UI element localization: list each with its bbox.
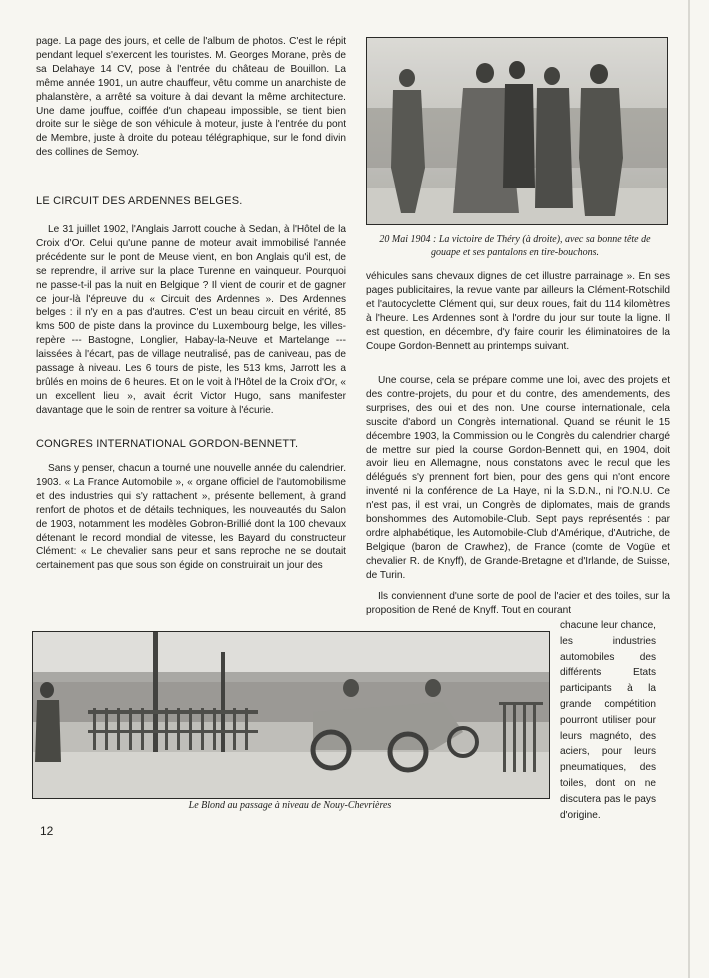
photo-le-blond-crossing — [32, 631, 550, 799]
photo-thery-victory-image — [367, 38, 667, 224]
heading-circuit-ardennes: LE CIRCUIT DES ARDENNES BELGES. — [36, 195, 243, 207]
right-paragraph-2: Une course, cela se prépare comme une loi, avec des projets et des contre-projets, du pour et du contre, des amendements, des surprises, des oui et des non. Une course internationale, cela suscite d'abord un Congrès international. Quand se réunit le 15 décembre 1903, la Commission ou le Congrès du calendrier chargé de mettre sur pied la course Gordon-Bennett qui, en 1904, doit avoir lieu en Allemagne, nous constatons avec le recul que les délégués s'y prennent fort bien, pour des gens qui n'ont encore inventé ni la conférence de La Haye, ni la S.D.N., ni l'O.N.U. Ce n'est pas, il est vrai, un Congrès de diplomates, mais de grands bonshommes des Automobile-Club. Sept pays représentés : par ordre alphabétique, les Automobile-Club d'Amérique, d'Autriche, de Belgique (baron de Crawhez), de France (comte de Vogüe et chevalier R. de Knyff), de Grande-Bretagne et d'Irlande, de Suisse, de Turin. — [366, 375, 670, 581]
page-number: 12 — [40, 824, 54, 838]
caption-le-blond-photo: Le Blond au passage à niveau de Nouy-Chevrières — [188, 800, 392, 811]
caption-thery-photo: 20 Mai 1904 : La victoire de Théry (à droite), avec sa bonne tête de gouape et ses pantalons en tire-bouchons. — [379, 234, 651, 258]
circuit-paragraph: Le 31 juillet 1902, l'Anglais Jarrott couche à Sedan, à l'Hôtel de la Croix d'Or. Celui qu'une panne de moteur avait immobilisé l'année précédente sur le pont de Meuse vient, en bon Anglais qu'il est, de se reprendre, il arrive sur la place Turenne en vainqueur. Pourquoi ne passe-t-il pas la nuit en Belgique ? Il vient de courir et de gagner ce jour-là l'épreuve du « Circuit des Ardennes ». Des Ardennes belges : il n'y en a pas d'autres. C'est un beau circuit en vérité, 85 kms 500 de piste dans la province du Luxembourg belge, les villes-repère --- Bastogne, Longlier, Habay-la-Neuve et Martelange --- laissées à l'écart, pas de village neutralisé, pas de caniveau, pas de passage à niveau. Les 6 tours de piste, les 513 kms, Jarrott les a brûlés en moins de 6 heures. Et on le voit à l'Hôtel de la Croix d'Or, « un excellent lieu », avait écrit Victor Hugo, sans manifester davantage que le soin de rentrer sa voiture à l'écurie. — [36, 224, 346, 416]
scan-mark — [688, 0, 690, 978]
heading-congres-gordon-bennett: CONGRES INTERNATIONAL GORDON-BENNETT. — [36, 438, 299, 450]
photo-thery-victory — [366, 37, 668, 225]
right-narrow-paragraph: chacune leur chance, les industries automobiles des différents Etats participants à la grande compétition pourront utiliser pour leurs magnéto, des aciers, pour leurs pneumatiques, des toiles, dont on ne discutera pas le pays d'origine. — [560, 620, 656, 821]
intro-paragraph: page. La page des jours, et celle de l'album de photos. C'est le répit pendant lequel s'exercent les touristes. M. Georges Morane, près de sa Delahaye 14 CV, pose à l'entrée du château de Bouillon. La même année 1901, un autre chauffeur, vêtu comme un anarchiste de phalanstère, a arrêté sa voiture à dai devant la même architecture. Une dame jouffue, coiffée d'un chapeau impossible, se tient bien droite sur le siège de son véhicule à moteur, juste à l'entrée du pont de Membre, juste à droite du poteau télégraphique, sur le fond divin des collines de Semoy. — [36, 36, 346, 159]
right-paragraph-3: Ils conviennent d'une sorte de pool de l'acier et des toiles, sur la proposition de René de Knyff. Tout en courant — [366, 591, 670, 616]
congres-paragraph: Sans y penser, chacun a tourné une nouvelle année du calendrier. 1903. « La France Automobile », « organe officiel de l'automobilisme et des industries qui s'y rattachent », présente bellement, à grand renfort de photos et de détails techniques, les nouveautés du Salon de 1903, notamment les modèles Gobron-Brillié dont la 100 chevaux détenant le record mondial de vitesse, les Bayard du constructeur Clément: « Le chevalier sans peur et sans reproche ne se doutait certainement pas que sous son égide on construirait un jour des — [36, 463, 346, 572]
right-paragraph-1: véhicules sans chevaux dignes de cet illustre parrainage ». En ses pages publicitaires, la revue vante par ailleurs la Clément-Rotschild et l'autocyclette Clément qui, sur deux roues, fait du 114 kilomètres à l'heure. Les Ardennes sont à l'ordre du jour sur toute la ligne. Il est question, en décembre, d'y faire courir les éliminatoires de la Coupe Gordon-Bennett au printemps suivant. — [366, 271, 670, 352]
photo-le-blond-crossing-image — [33, 632, 549, 798]
